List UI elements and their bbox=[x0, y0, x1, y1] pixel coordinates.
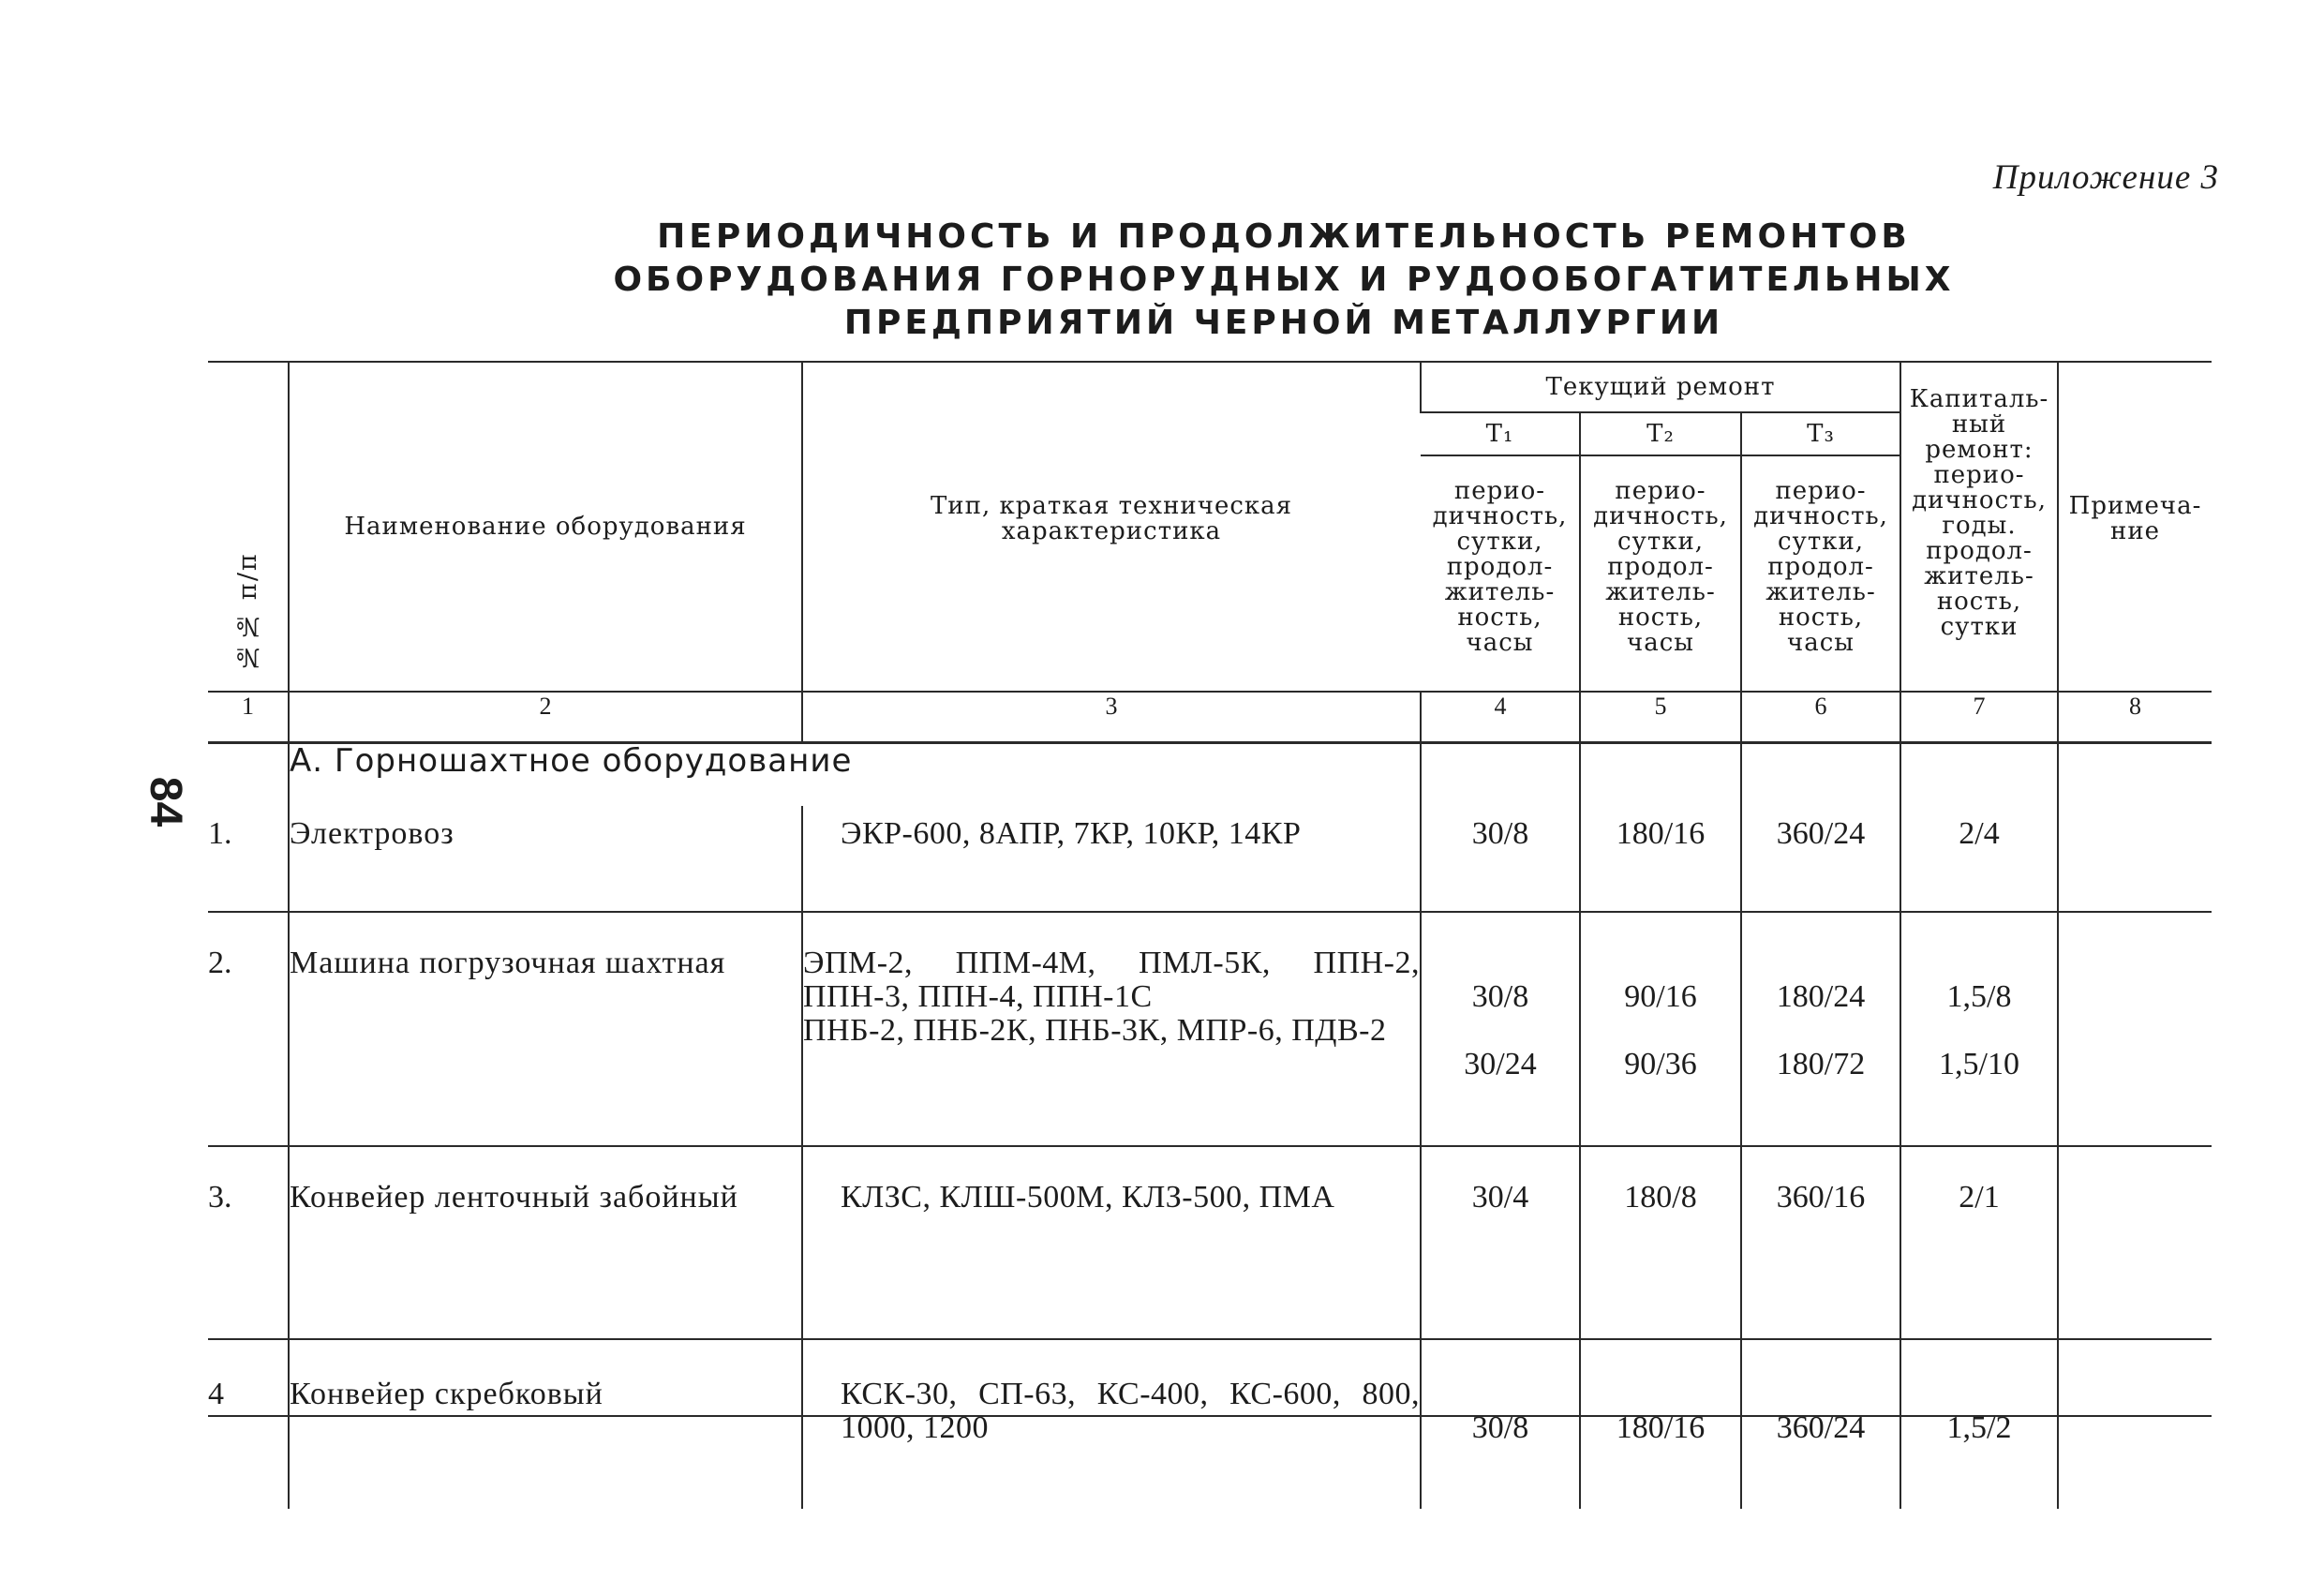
t1-value: 30/8 bbox=[1421, 1339, 1580, 1509]
title-line-3: ПРЕДПРИЯТИЙ ЧЕРНОЙ МЕТАЛЛУРГИИ bbox=[843, 304, 1724, 342]
t3-value: 360/16 bbox=[1741, 1146, 1900, 1339]
capital-values bbox=[1900, 912, 2058, 1146]
capital-value: 2/4 bbox=[1900, 806, 2058, 912]
col-number: 6 bbox=[1741, 692, 1900, 743]
t1-values bbox=[1421, 912, 1580, 1146]
equipment-name: Конвейер скребковый bbox=[289, 1339, 802, 1509]
t2-values bbox=[1580, 912, 1741, 1146]
title-line-2: ОБОРУДОВАНИЯ ГОРНОРУДНЫХ И РУДООБОГАТИТЕЛЬНЫХ bbox=[613, 261, 1955, 299]
equipment-name: Электровоз bbox=[289, 806, 802, 912]
col-number: 2 bbox=[289, 692, 802, 743]
t1-value: 30/8 bbox=[1421, 806, 1580, 912]
header-note: Примеча- ние bbox=[2058, 362, 2212, 692]
table-row bbox=[208, 1146, 2212, 1339]
capital-value: 1,5/8 bbox=[1946, 979, 2012, 1014]
t1-value: 30/4 bbox=[1421, 1146, 1580, 1339]
t1-value: 30/24 bbox=[1464, 1047, 1537, 1081]
note-cell bbox=[2058, 1339, 2212, 1509]
header-name: Наименование оборудования bbox=[289, 362, 802, 692]
col-number: 1 bbox=[208, 692, 289, 743]
header-t3: Т₃ bbox=[1741, 412, 1900, 455]
t2-value: 90/16 bbox=[1624, 979, 1697, 1014]
section-row bbox=[208, 743, 2212, 807]
document-title bbox=[0, 216, 2324, 345]
t2-value: 180/16 bbox=[1580, 1339, 1741, 1509]
t2-value: 90/36 bbox=[1624, 1047, 1697, 1081]
header-t1: Т₁ bbox=[1421, 412, 1580, 455]
header-t2-period: перио- дичность, сутки, продол- житель- ность, часы bbox=[1580, 455, 1741, 692]
t3-value: 360/24 bbox=[1741, 1339, 1900, 1509]
note-cell bbox=[2058, 806, 2212, 912]
equipment-spec: КСК-30, СП-63, КС-400, КС-600, 800, 1000, 1200 bbox=[802, 1339, 1421, 1509]
t3-value: 180/72 bbox=[1776, 1047, 1866, 1081]
t3-value: 360/24 bbox=[1741, 806, 1900, 912]
capital-value: 2/1 bbox=[1900, 1146, 2058, 1339]
equipment-spec: КЛЗС, КЛШ-500М, КЛЗ-500, ПМА bbox=[802, 1146, 1421, 1339]
col-number: 4 bbox=[1421, 692, 1580, 743]
repair-table bbox=[208, 361, 2212, 1509]
equipment-name: Машина погрузочная шахтная bbox=[289, 912, 802, 1146]
header-t1-period: перио- дичность, сутки, продол- житель- ность, часы bbox=[1432, 477, 1568, 657]
row-number: 3. bbox=[208, 1146, 289, 1339]
page-number: 84 bbox=[141, 776, 191, 827]
table-row bbox=[208, 806, 2212, 912]
note-cell bbox=[2058, 1146, 2212, 1339]
header-t3-period: перио- дичность, сутки, продол- житель- ность, часы bbox=[1741, 455, 1900, 692]
table-bottom-rule bbox=[208, 1415, 2212, 1417]
header-type: Тип, краткая техническая характеристика bbox=[802, 362, 1421, 692]
header-current-repair: Текущий ремонт bbox=[1421, 362, 1900, 412]
spec-line: ЭПМ-2, ППМ-4М, ПМЛ-5К, ППН-2, ППН-3, ППН-4, ППН-1С bbox=[803, 946, 1420, 1014]
table-row bbox=[208, 1339, 2212, 1509]
spec-line: ПНБ-2, ПНБ-2К, ПНБ-3К, МПР-6, ПДВ-2 bbox=[803, 1013, 1387, 1048]
equipment-spec: ЭКР-600, 8АПР, 7КР, 10КР, 14КР bbox=[802, 806, 1421, 912]
equipment-spec bbox=[802, 912, 1421, 1146]
header-t2: Т₂ bbox=[1580, 412, 1741, 455]
col-number: 3 bbox=[802, 692, 1421, 743]
t1-value: 30/8 bbox=[1471, 979, 1529, 1014]
equipment-name: Конвейер ленточный забойный bbox=[289, 1146, 802, 1339]
t3-value: 180/24 bbox=[1776, 979, 1866, 1014]
header-capital-repair: Капиталь- ный ремонт: перио- дичность, годы. продол- житель- ность, сутки bbox=[1900, 362, 2058, 692]
capital-value: 1,5/10 bbox=[1939, 1047, 2019, 1081]
col-number: 5 bbox=[1580, 692, 1741, 743]
t2-value: 180/8 bbox=[1580, 1146, 1741, 1339]
title-line-1: ПЕРИОДИЧНОСТЬ И ПРОДОЛЖИТЕЛЬНОСТЬ РЕМОНТОВ bbox=[657, 217, 1911, 256]
header-num: №№ п/п bbox=[233, 552, 262, 672]
capital-value: 1,5/2 bbox=[1900, 1339, 2058, 1509]
t2-value: 180/16 bbox=[1580, 806, 1741, 912]
column-numbers bbox=[208, 692, 2212, 743]
row-number: 4 bbox=[208, 1339, 289, 1509]
row-number: 1. bbox=[208, 816, 232, 851]
t3-values bbox=[1741, 912, 1900, 1146]
row-number: 2. bbox=[208, 912, 289, 1146]
table-row bbox=[208, 912, 2212, 1146]
section-heading: А. Горношахтное оборудование bbox=[289, 743, 1421, 807]
note-cell bbox=[2058, 912, 2212, 1146]
col-number: 7 bbox=[1900, 692, 2058, 743]
appendix-label: Приложение 3 bbox=[1992, 158, 2219, 197]
col-number: 8 bbox=[2058, 692, 2212, 743]
